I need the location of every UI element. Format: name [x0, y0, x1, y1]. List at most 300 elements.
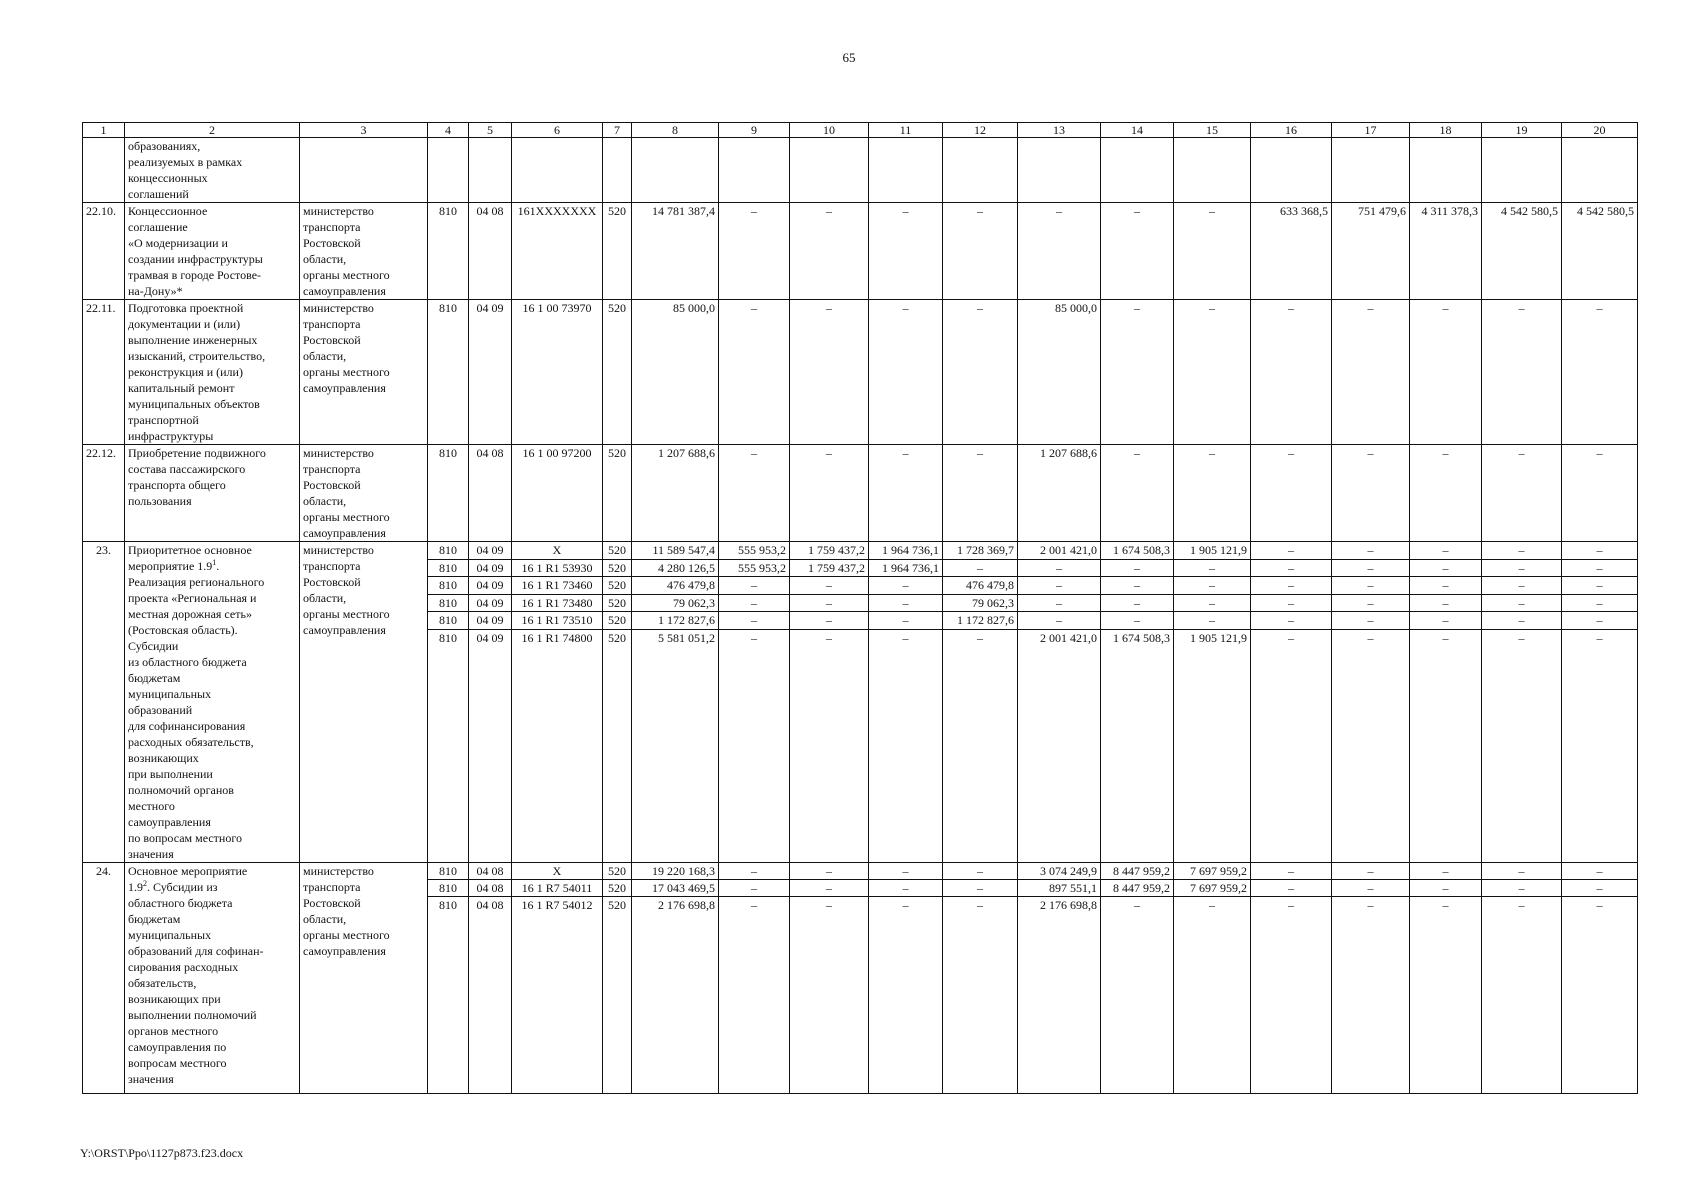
- value-cell-c4: 810: [428, 203, 469, 300]
- value-cell-c6: 16 1 R1 74800: [512, 629, 603, 862]
- value-cell-c6: 16 1 R1 73510: [512, 612, 603, 630]
- value-cell-c4: 810: [428, 445, 469, 542]
- value-cell-c5: 04 09: [469, 594, 512, 612]
- value-cell-c6: X: [512, 542, 603, 560]
- value-cell-c4: 810: [428, 594, 469, 612]
- value-cell-c10: –: [790, 594, 869, 612]
- table-row: [83, 445, 1638, 542]
- measure-description-cell: [125, 138, 300, 203]
- table-row: [83, 300, 1638, 445]
- value-cell-c17: –: [1332, 612, 1410, 630]
- desc-text: мероприятие 1.9: [128, 559, 213, 573]
- value-cell-c10: 1 759 437,2: [790, 542, 869, 560]
- column-header: 7: [603, 123, 632, 138]
- value-cell-c5: 04 09: [469, 300, 512, 445]
- row-number-cell: 23.: [83, 542, 125, 863]
- value-cell-c17: –: [1332, 577, 1410, 595]
- measure-description-cell: [125, 445, 300, 542]
- value-cell-c9: –: [719, 880, 790, 897]
- desc-line: реализуемых в рамках: [128, 155, 243, 169]
- desc-line: документации и (или): [128, 317, 241, 331]
- value-cell-c13: 2 001 421,0: [1018, 629, 1101, 862]
- value-cell-c6: 16 1 00 73970: [512, 300, 603, 445]
- value-cell-c14: 1 674 508,3: [1101, 542, 1174, 560]
- desc-line: расходных обязательств,: [128, 735, 254, 749]
- desc-line: концессионных: [128, 171, 208, 185]
- value-cell-c8: 17 043 469,5: [632, 880, 719, 897]
- desc-line: образований: [128, 703, 193, 717]
- value-cell-c9: 555 953,2: [719, 542, 790, 560]
- value-cell-c7: 520: [603, 300, 632, 445]
- empty-cell: [1018, 138, 1101, 203]
- desc-line: проекта «Региональная и: [128, 591, 257, 605]
- value-cell-c16: –: [1251, 880, 1332, 897]
- value-cell-c4: 810: [428, 880, 469, 897]
- value-cell-c9: 555 953,2: [719, 559, 790, 577]
- value-cell-c4: 810: [428, 300, 469, 445]
- value-cell-c17: –: [1332, 897, 1410, 1094]
- footer-file-path: Y:\ORST\Ppo\1127p873.f23.docx: [80, 1146, 244, 1160]
- measure-description-cell: [125, 300, 300, 445]
- value-cell-c19: –: [1482, 863, 1562, 880]
- column-header: 14: [1101, 123, 1174, 138]
- value-cell-c19: –: [1482, 612, 1562, 630]
- table-row: [83, 203, 1638, 300]
- value-cell-c20: –: [1562, 542, 1638, 560]
- value-cell-c16: –: [1251, 629, 1332, 862]
- value-cell-c10: 1 759 437,2: [790, 559, 869, 577]
- value-cell-c6: 16 1 R7 54011: [512, 880, 603, 897]
- value-cell-c4: 810: [428, 629, 469, 862]
- desc-line: муниципальных: [128, 928, 212, 942]
- value-cell-c13: 2 176 698,8: [1018, 897, 1101, 1094]
- value-cell-c8: 1 172 827,6: [632, 612, 719, 630]
- value-cell-c9: –: [719, 863, 790, 880]
- value-cell-c17: –: [1332, 559, 1410, 577]
- value-cell-c12: –: [943, 880, 1018, 897]
- value-cell-c8: 2 176 698,8: [632, 897, 719, 1094]
- exec-line: области,: [303, 349, 347, 363]
- executor-cell: [300, 300, 428, 445]
- value-cell-c8: 11 589 547,4: [632, 542, 719, 560]
- desc-line: возникающих: [128, 751, 199, 765]
- value-cell-c9: –: [719, 577, 790, 595]
- value-cell-c11: 1 964 736,1: [869, 559, 943, 577]
- desc-line: на-Дону»*: [128, 284, 183, 298]
- value-cell-c18: 4 311 378,3: [1410, 203, 1482, 300]
- value-cell-c19: –: [1482, 559, 1562, 577]
- value-cell-c7: 520: [603, 577, 632, 595]
- value-cell-c5: 04 09: [469, 629, 512, 862]
- value-cell-c9: –: [719, 897, 790, 1094]
- value-cell-c7: 520: [603, 880, 632, 897]
- value-cell-c20: 4 542 580,5: [1562, 203, 1638, 300]
- value-cell-c17: –: [1332, 880, 1410, 897]
- value-cell-c20: –: [1562, 612, 1638, 630]
- empty-cell: [1251, 138, 1332, 203]
- desc-line: Реализация регионального: [128, 575, 265, 589]
- value-cell-c19: 4 542 580,5: [1482, 203, 1562, 300]
- measure-description-cell: [125, 203, 300, 300]
- value-cell-c13: 3 074 249,9: [1018, 863, 1101, 880]
- value-cell-c20: –: [1562, 445, 1638, 542]
- desc-line: полномочий органов: [128, 783, 234, 797]
- value-cell-c6: 16 1 R1 53930: [512, 559, 603, 577]
- desc-line: значения: [128, 847, 174, 861]
- value-cell-c8: 79 062,3: [632, 594, 719, 612]
- desc-line: образований для софинан-: [128, 944, 264, 958]
- empty-cell: [1410, 138, 1482, 203]
- value-cell-c10: –: [790, 880, 869, 897]
- column-header: 20: [1562, 123, 1638, 138]
- value-cell-c13: 85 000,0: [1018, 300, 1101, 445]
- value-cell-c14: –: [1101, 559, 1174, 577]
- value-cell-c5: 04 08: [469, 203, 512, 300]
- exec-line: Ростовской: [303, 333, 361, 347]
- value-cell-c4: 810: [428, 542, 469, 560]
- value-cell-c20: –: [1562, 594, 1638, 612]
- value-cell-c5: 04 08: [469, 445, 512, 542]
- exec-line: Ростовской: [303, 236, 361, 250]
- value-cell-c7: 520: [603, 897, 632, 1094]
- footnote-mark: 2: [143, 879, 147, 888]
- column-header: 3: [300, 123, 428, 138]
- value-cell-c10: –: [790, 612, 869, 630]
- value-cell-c11: –: [869, 897, 943, 1094]
- value-cell-c14: –: [1101, 612, 1174, 630]
- desc-text: . Субсидии из: [147, 880, 218, 894]
- value-cell-c12: –: [943, 629, 1018, 862]
- empty-cell: [469, 138, 512, 203]
- exec-line: самоуправления: [303, 623, 386, 637]
- desc-line: местного: [128, 799, 175, 813]
- exec-line: транспорта: [303, 317, 361, 331]
- empty-cell: [603, 138, 632, 203]
- value-cell-c8: 19 220 168,3: [632, 863, 719, 880]
- value-cell-c18: –: [1410, 577, 1482, 595]
- table-row: [83, 542, 1638, 560]
- value-cell-c19: –: [1482, 880, 1562, 897]
- value-cell-c5: 04 09: [469, 559, 512, 577]
- exec-line: Ростовской: [303, 575, 361, 589]
- value-cell-c12: –: [943, 897, 1018, 1094]
- desc-line: выполнение инженерных: [128, 333, 258, 347]
- value-cell-c20: –: [1562, 559, 1638, 577]
- desc-line: областного бюджета: [128, 896, 233, 910]
- value-cell-c16: –: [1251, 612, 1332, 630]
- desc-line: муниципальных: [128, 687, 212, 701]
- column-header: 2: [125, 123, 300, 138]
- value-cell-c20: –: [1562, 880, 1638, 897]
- value-cell-c13: –: [1018, 577, 1101, 595]
- value-cell-c9: –: [719, 203, 790, 300]
- value-cell-c19: –: [1482, 300, 1562, 445]
- exec-line: транспорта: [303, 880, 361, 894]
- value-cell-c16: –: [1251, 577, 1332, 595]
- desc-line: Субсидии: [128, 639, 179, 653]
- value-cell-c6: 16 1 00 97200: [512, 445, 603, 542]
- value-cell-c15: –: [1174, 559, 1251, 577]
- value-cell-c4: 810: [428, 897, 469, 1094]
- desc-line: образованиях,: [128, 139, 201, 153]
- value-cell-c19: –: [1482, 897, 1562, 1094]
- value-cell-c15: –: [1174, 577, 1251, 595]
- exec-line: министерство: [303, 301, 374, 315]
- empty-cell: [1482, 138, 1562, 203]
- value-cell-c4: 810: [428, 863, 469, 880]
- exec-line: самоуправления: [303, 526, 386, 540]
- value-cell-c4: 810: [428, 559, 469, 577]
- value-cell-c14: –: [1101, 897, 1174, 1094]
- exec-line: Ростовской: [303, 478, 361, 492]
- desc-line: состава пассажирского: [128, 462, 246, 476]
- value-cell-c12: –: [943, 863, 1018, 880]
- value-cell-c18: –: [1410, 612, 1482, 630]
- value-cell-c15: 1 905 121,9: [1174, 629, 1251, 862]
- empty-cell: [869, 138, 943, 203]
- empty-cell: [428, 138, 469, 203]
- desc-line: из областного бюджета: [128, 655, 247, 669]
- value-cell-c8: 1 207 688,6: [632, 445, 719, 542]
- desc-line: транспорта общего: [128, 478, 226, 492]
- column-header: 15: [1174, 123, 1251, 138]
- exec-line: области,: [303, 494, 347, 508]
- value-cell-c15: –: [1174, 612, 1251, 630]
- column-header: 13: [1018, 123, 1101, 138]
- value-cell-c9: –: [719, 594, 790, 612]
- column-header: 10: [790, 123, 869, 138]
- desc-line: Приоритетное основное: [128, 543, 252, 557]
- exec-line: самоуправления: [303, 284, 386, 298]
- executor-cell: [300, 542, 428, 863]
- value-cell-c11: 1 964 736,1: [869, 542, 943, 560]
- desc-line: самоуправления: [128, 815, 211, 829]
- value-cell-c12: –: [943, 203, 1018, 300]
- desc-line: при выполнении: [128, 767, 213, 781]
- value-cell-c11: –: [869, 612, 943, 630]
- value-cell-c19: –: [1482, 445, 1562, 542]
- column-header: 12: [943, 123, 1018, 138]
- value-cell-c14: –: [1101, 203, 1174, 300]
- value-cell-c7: 520: [603, 542, 632, 560]
- exec-line: органы местного: [303, 928, 390, 942]
- value-cell-c7: 520: [603, 559, 632, 577]
- value-cell-c15: –: [1174, 203, 1251, 300]
- desc-line: вопросам местного: [128, 1056, 227, 1070]
- executor-cell: [300, 445, 428, 542]
- value-cell-c17: –: [1332, 445, 1410, 542]
- value-cell-c5: 04 09: [469, 542, 512, 560]
- exec-line: органы местного: [303, 510, 390, 524]
- exec-line: транспорта: [303, 220, 361, 234]
- empty-cell: [1174, 138, 1251, 203]
- value-cell-c13: 2 001 421,0: [1018, 542, 1101, 560]
- exec-line: самоуправления: [303, 381, 386, 395]
- desc-line: [128, 879, 296, 895]
- value-cell-c10: –: [790, 863, 869, 880]
- value-cell-c11: –: [869, 445, 943, 542]
- footnote-mark: 1: [212, 558, 217, 567]
- value-cell-c12: 79 062,3: [943, 594, 1018, 612]
- value-cell-c5: 04 08: [469, 897, 512, 1094]
- value-cell-c13: 1 207 688,6: [1018, 445, 1101, 542]
- value-cell-c10: –: [790, 897, 869, 1094]
- column-header: 11: [869, 123, 943, 138]
- value-cell-c6: X: [512, 863, 603, 880]
- desc-line: (Ростовская область).: [128, 623, 238, 637]
- value-cell-c16: –: [1251, 863, 1332, 880]
- value-cell-c9: –: [719, 612, 790, 630]
- table-row: [83, 863, 1638, 880]
- value-cell-c19: –: [1482, 542, 1562, 560]
- exec-line: министерство: [303, 204, 374, 218]
- exec-line: министерство: [303, 864, 374, 878]
- exec-line: области,: [303, 912, 347, 926]
- value-cell-c11: –: [869, 863, 943, 880]
- value-cell-c16: –: [1251, 542, 1332, 560]
- row-number-cell: 24.: [83, 863, 125, 1094]
- value-cell-c17: –: [1332, 629, 1410, 862]
- column-header: 16: [1251, 123, 1332, 138]
- empty-cell: [1101, 138, 1174, 203]
- value-cell-c13: –: [1018, 559, 1101, 577]
- value-cell-c6: 161XXXXXXX: [512, 203, 603, 300]
- value-cell-c14: –: [1101, 300, 1174, 445]
- value-cell-c18: –: [1410, 542, 1482, 560]
- value-cell-c16: –: [1251, 897, 1332, 1094]
- executor-cell: [300, 863, 428, 1094]
- value-cell-c19: –: [1482, 577, 1562, 595]
- row-number-cell: 22.12.: [83, 445, 125, 542]
- exec-line: органы местного: [303, 268, 390, 282]
- value-cell-c17: –: [1332, 594, 1410, 612]
- desc-line: для софинансирования: [128, 719, 246, 733]
- value-cell-c15: 7 697 959,2: [1174, 880, 1251, 897]
- exec-line: органы местного: [303, 365, 390, 379]
- value-cell-c17: 751 479,6: [1332, 203, 1410, 300]
- value-cell-c18: –: [1410, 559, 1482, 577]
- value-cell-c13: –: [1018, 594, 1101, 612]
- value-cell-c15: 7 697 959,2: [1174, 863, 1251, 880]
- row-number-cell: 22.11.: [83, 300, 125, 445]
- value-cell-c11: –: [869, 577, 943, 595]
- value-cell-c12: 1 172 827,6: [943, 612, 1018, 630]
- value-cell-c20: –: [1562, 629, 1638, 862]
- value-cell-c11: –: [869, 880, 943, 897]
- value-cell-c6: 16 1 R1 73460: [512, 577, 603, 595]
- empty-cell: [1332, 138, 1410, 203]
- value-cell-c16: –: [1251, 594, 1332, 612]
- value-cell-c12: –: [943, 300, 1018, 445]
- value-cell-c16: –: [1251, 445, 1332, 542]
- value-cell-c12: –: [943, 445, 1018, 542]
- column-header: 5: [469, 123, 512, 138]
- value-cell-c8: 14 781 387,4: [632, 203, 719, 300]
- empty-cell: [719, 138, 790, 203]
- executor-cell: [300, 203, 428, 300]
- table-header-row: [83, 123, 1638, 138]
- value-cell-c14: –: [1101, 445, 1174, 542]
- desc-line: трамвая в городе Ростове-: [128, 268, 262, 282]
- desc-line: возникающих при: [128, 992, 221, 1006]
- empty-cell: [1562, 138, 1638, 203]
- desc-line: бюджетам: [128, 912, 181, 926]
- desc-line: Концессионное: [128, 204, 208, 218]
- desc-line: Приобретение подвижного: [128, 446, 266, 460]
- exec-line: самоуправления: [303, 944, 386, 958]
- value-cell-c19: –: [1482, 594, 1562, 612]
- value-cell-c14: 8 447 959,2: [1101, 863, 1174, 880]
- empty-cell: [300, 138, 428, 203]
- desc-text: .: [216, 559, 220, 573]
- value-cell-c8: 4 280 126,5: [632, 559, 719, 577]
- desc-line: капитальный ремонт: [128, 381, 235, 395]
- value-cell-c20: –: [1562, 863, 1638, 880]
- value-cell-c13: –: [1018, 612, 1101, 630]
- desc-line: значения: [128, 1072, 174, 1086]
- value-cell-c6: 16 1 R1 73480: [512, 594, 603, 612]
- value-cell-c18: –: [1410, 863, 1482, 880]
- value-cell-c18: –: [1410, 629, 1482, 862]
- exec-line: транспорта: [303, 559, 361, 573]
- desc-text: 1.9: [128, 880, 143, 894]
- desc-line: пользования: [128, 494, 192, 508]
- value-cell-c11: –: [869, 594, 943, 612]
- value-cell-c10: –: [790, 445, 869, 542]
- column-header: 9: [719, 123, 790, 138]
- value-cell-c17: –: [1332, 542, 1410, 560]
- row-number-cell: [83, 138, 125, 203]
- desc-line: инфраструктуры: [128, 429, 214, 443]
- column-header: 17: [1332, 123, 1410, 138]
- measure-description-cell: [125, 863, 300, 1094]
- budget-table: [82, 122, 1638, 1094]
- desc-line: местная дорожная сеть»: [128, 607, 252, 621]
- desc-line: соглашений: [128, 187, 189, 201]
- value-cell-c7: 520: [603, 445, 632, 542]
- exec-line: министерство: [303, 446, 374, 460]
- value-cell-c12: 1 728 369,7: [943, 542, 1018, 560]
- column-header: 19: [1482, 123, 1562, 138]
- value-cell-c20: –: [1562, 300, 1638, 445]
- value-cell-c7: 520: [603, 863, 632, 880]
- page-number: 65: [842, 50, 856, 65]
- value-cell-c10: –: [790, 577, 869, 595]
- value-cell-c9: –: [719, 445, 790, 542]
- value-cell-c10: –: [790, 203, 869, 300]
- desc-line: реконструкция и (или): [128, 365, 243, 379]
- value-cell-c15: –: [1174, 897, 1251, 1094]
- value-cell-c11: –: [869, 629, 943, 862]
- value-cell-c10: –: [790, 300, 869, 445]
- desc-line: Подготовка проектной: [128, 301, 244, 315]
- table-row: [83, 138, 1638, 203]
- empty-cell: [943, 138, 1018, 203]
- value-cell-c9: –: [719, 300, 790, 445]
- value-cell-c5: 04 09: [469, 612, 512, 630]
- value-cell-c14: 8 447 959,2: [1101, 880, 1174, 897]
- value-cell-c17: –: [1332, 300, 1410, 445]
- value-cell-c17: –: [1332, 863, 1410, 880]
- column-header: 8: [632, 123, 719, 138]
- value-cell-c15: 1 905 121,9: [1174, 542, 1251, 560]
- exec-line: области,: [303, 591, 347, 605]
- value-cell-c12: –: [943, 559, 1018, 577]
- desc-line: [128, 558, 296, 574]
- value-cell-c4: 810: [428, 612, 469, 630]
- value-cell-c10: –: [790, 629, 869, 862]
- desc-line: соглашение: [128, 220, 188, 234]
